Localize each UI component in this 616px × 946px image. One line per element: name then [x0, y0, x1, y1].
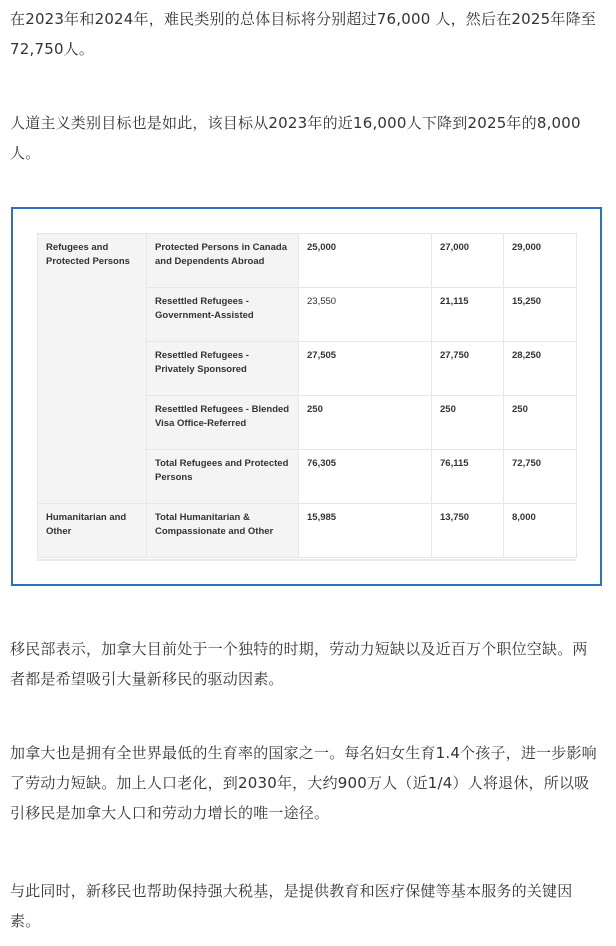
value-2025: 72,750 — [504, 450, 577, 504]
row-label: Protected Persons in Canada and Dependents Abroad — [147, 234, 299, 288]
row-label: Total Refugees and Protected Persons — [147, 450, 299, 504]
value-2025: 28,250 — [504, 342, 577, 396]
value-2023: 25,000 — [299, 234, 432, 288]
immigration-levels-table-image — [11, 207, 602, 586]
value-2024: 13,750 — [432, 504, 504, 558]
value-2025: 15,250 — [504, 288, 577, 342]
value-2025: 29,000 — [504, 234, 577, 288]
value-2023: 76,305 — [299, 450, 432, 504]
paragraph-labour-shortage: 移民部表示，加拿大目前处于一个独特的时期，劳动力短缺以及近百万个职位空缺。两者都是希望吸引大量新移民的驱动因素。 — [10, 640, 588, 688]
group-label-humanitarian: Humanitarian and Other — [38, 504, 147, 558]
row-label: Resettled Refugees - Government-Assisted — [147, 288, 299, 342]
value-2024: 250 — [432, 396, 504, 450]
value-2024: 27,750 — [432, 342, 504, 396]
table-row — [38, 504, 577, 558]
row-label: Total Humanitarian & Compassionate and Other — [147, 504, 299, 558]
value-2024: 21,115 — [432, 288, 504, 342]
table-bottom-divider — [37, 559, 576, 561]
table-row — [38, 234, 577, 288]
paragraph-refugee-targets: 在2023年和2024年，难民类别的总体目标将分别超过76,000 人，然后在2025年降至72,750人。 — [10, 10, 596, 58]
value-2024: 27,000 — [432, 234, 504, 288]
row-label: Resettled Refugees - Privately Sponsored — [147, 342, 299, 396]
value-2025: 8,000 — [504, 504, 577, 558]
value-2025: 250 — [504, 396, 577, 450]
row-label: Resettled Refugees - Blended Visa Office-Referred — [147, 396, 299, 450]
value-2023: 27,505 — [299, 342, 432, 396]
value-2024: 76,115 — [432, 450, 504, 504]
paragraph-humanitarian-targets: 人道主义类别目标也是如此，该目标从2023年的近16,000人下降到2025年的8,000人。 — [10, 114, 581, 162]
immigration-levels-table — [37, 233, 577, 558]
value-2023: 250 — [299, 396, 432, 450]
value-2023: 15,985 — [299, 504, 432, 558]
paragraph-fertility-rate: 加拿大也是拥有全世界最低的生育率的国家之一。每名妇女生育1.4个孩子，进一步影响了劳动力短缺。加上人口老化，到2030年，大约900万人（近1/4）人将退休，所以吸引移民是加拿大人口和劳动力增长的唯一途径。 — [10, 744, 597, 822]
paragraph-tax-base: 与此同时，新移民也帮助保持强大税基，是提供教育和医疗保健等基本服务的关键因素。 — [10, 882, 573, 930]
value-2023: 23,550 — [299, 288, 432, 342]
group-label-refugees: Refugees and Protected Persons — [38, 234, 147, 504]
